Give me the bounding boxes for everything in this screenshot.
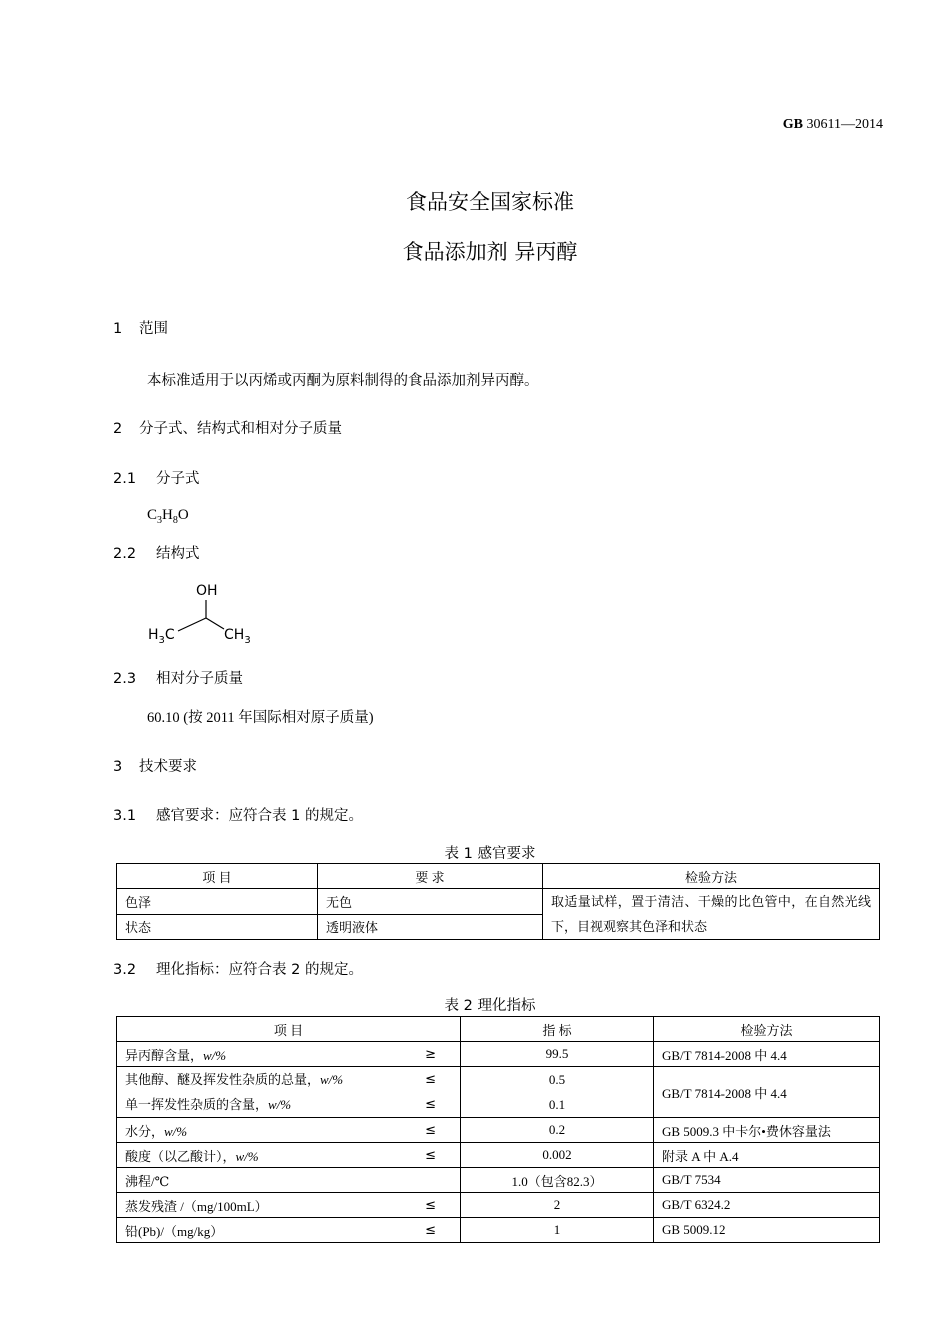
table-header-cell: 检验方法 bbox=[543, 864, 880, 889]
table-header-cell: 指 标 bbox=[461, 1017, 654, 1042]
table-cell-item: 水分，w/% ≤ bbox=[117, 1118, 461, 1143]
table-cell-value: 1 bbox=[461, 1218, 654, 1243]
document-title: 食品安全国家标准 bbox=[406, 190, 574, 214]
section-title: 分子式、结构式和相对分子质量 bbox=[139, 421, 342, 437]
section-number: 3 bbox=[113, 759, 123, 775]
table-cell-value: 0.5 0.1 bbox=[461, 1067, 654, 1118]
section-title: 结构式 bbox=[156, 546, 200, 562]
standard-code-prefix: GB bbox=[782, 117, 804, 132]
section-number: 1 bbox=[113, 321, 123, 337]
table-row bbox=[117, 1193, 880, 1218]
section-title: 技术要求 bbox=[139, 759, 197, 775]
section-title: 分子式 bbox=[156, 471, 200, 487]
bond-left bbox=[178, 618, 206, 631]
section-number: 3.1 bbox=[113, 808, 137, 824]
molecular-formula: $C_3H_8O$ bbox=[147, 507, 189, 526]
table-header-row bbox=[117, 864, 880, 889]
table-cell-method: GB/T 7534 bbox=[654, 1168, 880, 1193]
bond-right bbox=[206, 618, 224, 629]
oh-label: OH bbox=[196, 583, 218, 599]
table-header-cell: 项 目 bbox=[117, 1017, 461, 1042]
section-3-heading bbox=[113, 755, 197, 776]
section-title: 范围 bbox=[139, 321, 168, 337]
table-cell: 状态 bbox=[117, 914, 318, 940]
table-cell-item: 酸度（以乙酸计），w/% ≤ bbox=[117, 1143, 461, 1168]
table-cell-value: 0.002 bbox=[461, 1143, 654, 1168]
section-title: 相对分子质量 bbox=[156, 671, 243, 687]
table2-caption: 表 2 理化指标 bbox=[444, 998, 536, 1014]
structural-formula bbox=[140, 575, 270, 650]
table2 bbox=[116, 1016, 880, 1243]
table-cell-method: GB 5009.12 bbox=[654, 1218, 880, 1243]
table-cell-method: 取适量试样，置于清洁、干燥的比色管中，在自然光线下，目视观察其色泽和状态 bbox=[543, 889, 880, 940]
table-cell-method: GB/T 6324.2 bbox=[654, 1193, 880, 1218]
table-cell-method: GB 5009.3 中卡尔•费休容量法 bbox=[654, 1118, 880, 1143]
document-subtitle: 食品添加剂 异丙醇 bbox=[402, 240, 578, 264]
table-cell-item: 沸程/℃ bbox=[117, 1168, 461, 1193]
table-row bbox=[117, 1143, 880, 1168]
table-row bbox=[117, 1067, 880, 1118]
table-cell-value: 99.5 bbox=[461, 1042, 654, 1067]
table-cell-item: 蒸发残渣 /（mg/100mL） ≤ bbox=[117, 1193, 461, 1218]
table-header-cell: 要 求 bbox=[318, 864, 543, 889]
section-number: 2 bbox=[113, 421, 123, 437]
table-row bbox=[117, 1042, 880, 1067]
table-cell-value: 1.0（包含82.3） bbox=[461, 1168, 654, 1193]
table-cell-value: 2 bbox=[461, 1193, 654, 1218]
table-cell-method: GB/T 7814-2008 中 4.4 bbox=[654, 1067, 880, 1118]
section-title: 感官要求：应符合表 1 的规定。 bbox=[156, 808, 363, 824]
table-cell-method: GB/T 7814-2008 中 4.4 bbox=[654, 1042, 880, 1067]
table-cell: 无色 bbox=[318, 889, 543, 915]
table-cell-method: 附录 A 中 A.4 bbox=[654, 1143, 880, 1168]
section-2-3-heading bbox=[113, 667, 243, 688]
section-3-2-heading bbox=[113, 958, 363, 979]
table-cell-item: 其他醇、醚及挥发性杂质的总量，w/% ≤ 单一挥发性杂质的含量，w/% ≤ bbox=[117, 1067, 461, 1118]
section-number: 2.1 bbox=[113, 471, 137, 487]
section-3-1-heading bbox=[113, 804, 363, 825]
right-methyl-label: $CH_3$ bbox=[224, 627, 251, 646]
scope-paragraph: 本标准适用于以丙烯或丙酮为原料制得的食品添加剂异丙醇。 bbox=[147, 373, 539, 389]
table-cell: 透明液体 bbox=[318, 914, 543, 940]
table-row bbox=[117, 889, 880, 915]
table-cell-item: 异丙醇含量，w/% ≥ bbox=[117, 1042, 461, 1067]
table1-caption: 表 1 感官要求 bbox=[444, 846, 536, 862]
table-cell-item: 铅(Pb)/（mg/kg） ≤ bbox=[117, 1218, 461, 1243]
table-cell-value: 0.2 bbox=[461, 1118, 654, 1143]
molecular-mass: 60.10 (按 2011 年国际相对原子质量) bbox=[147, 710, 374, 726]
section-1-heading bbox=[113, 317, 168, 338]
table-row bbox=[117, 1218, 880, 1243]
section-2-2-heading bbox=[113, 542, 200, 563]
section-2-1-heading bbox=[113, 467, 200, 488]
table-row bbox=[117, 1118, 880, 1143]
table-header-row bbox=[117, 1017, 880, 1042]
left-methyl-label: $H_3C$ bbox=[148, 627, 175, 646]
section-number: 2.2 bbox=[113, 546, 137, 562]
table-cell: 色泽 bbox=[117, 889, 318, 915]
section-number: 3.2 bbox=[113, 962, 137, 978]
standard-code bbox=[783, 117, 883, 133]
section-2-heading bbox=[113, 417, 342, 438]
standard-code-number: 30611—2014 bbox=[803, 117, 883, 132]
section-title: 理化指标：应符合表 2 的规定。 bbox=[156, 962, 363, 978]
table1 bbox=[116, 863, 880, 940]
table-header-cell: 检验方法 bbox=[654, 1017, 880, 1042]
section-number: 2.3 bbox=[113, 671, 137, 687]
table-row bbox=[117, 1168, 880, 1193]
table-header-cell: 项 目 bbox=[117, 864, 318, 889]
